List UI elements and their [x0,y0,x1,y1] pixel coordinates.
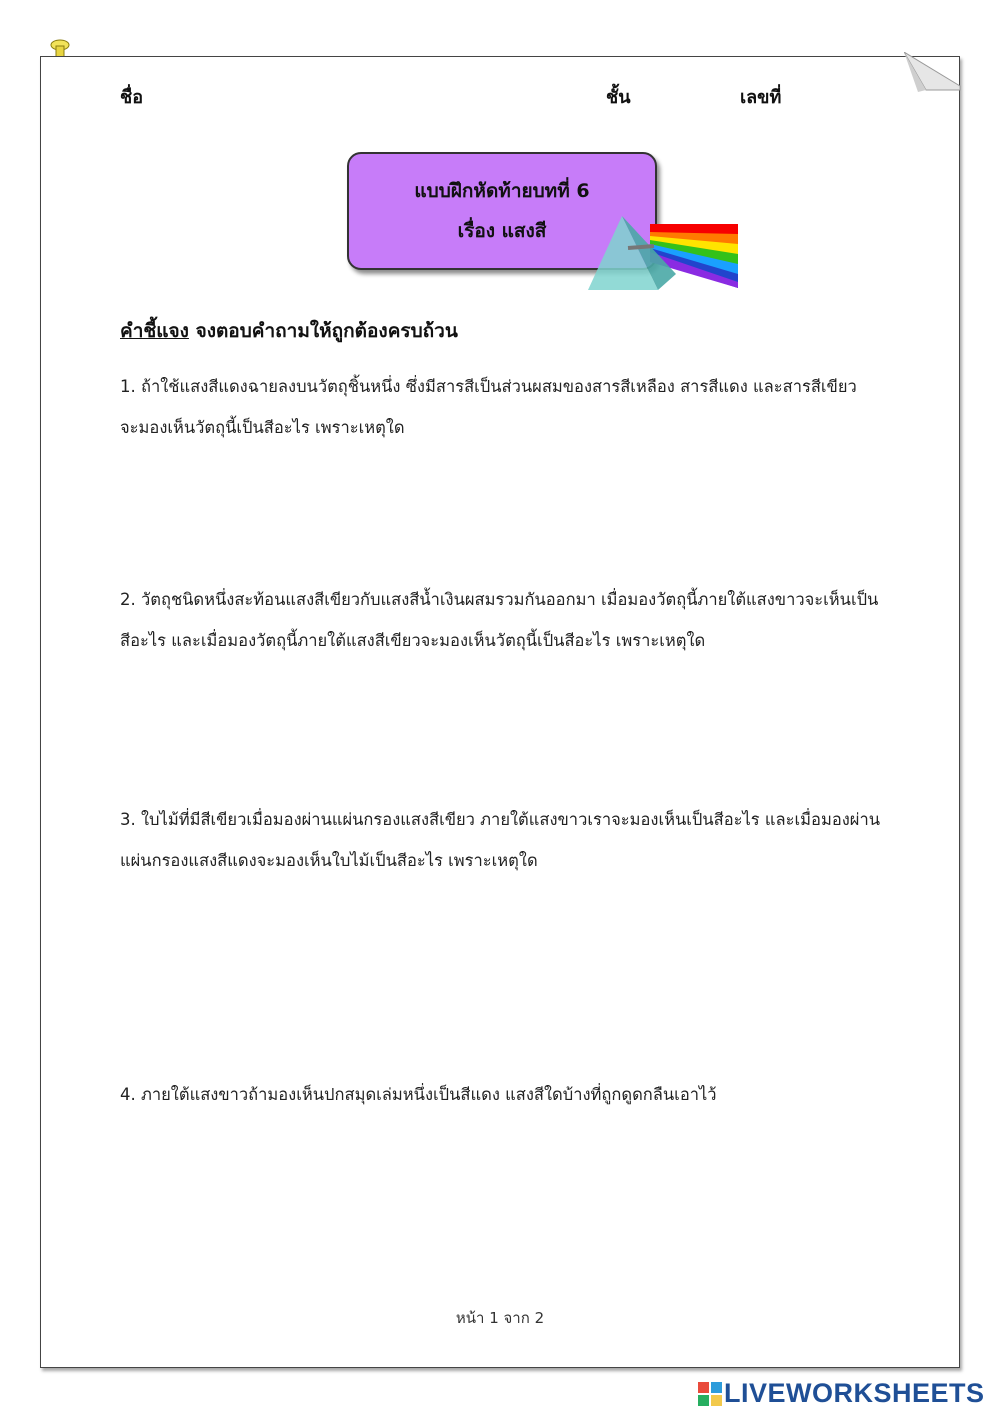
prism-rainbow-icon [588,214,740,292]
brand-name: LIVEWORKSHEETS [724,1378,985,1408]
page-number: หน้า 1 จาก 2 [455,1309,545,1327]
liveworksheets-brand [698,1378,985,1409]
question-3-line-2: แผ่นกรองแสงสีแดงจะมองเห็นใบไม้เป็นสีอะไร เพราะเหตุใด [120,851,538,870]
question-4 [120,1074,890,1115]
instructions-text: จงตอบคำถามให้ถูกต้องครบถ้วน [195,320,458,342]
liveworksheets-logo-icon [698,1382,722,1406]
question-2-line-1: 2. วัตถุชนิดหนึ่งสะท้อนแสงสีเขียวกับแสงสีน้ำเงินผสมรวมกันออกมา เมื่อมองวัตถุนี้ภายใต้แสงขาวจะเห็นเป็น [120,590,879,609]
worksheet-title: แบบฝึกหัดท้ายบทที่ 6 [414,180,590,202]
question-3-line-1: 3. ใบไม้ที่มีสีเขียวเมื่อมองผ่านแผ่นกรองแสงสีเขียว ภายใต้แสงขาวเราจะมองเห็นเป็นสีอะไร และเมื่อมองผ่าน [120,810,880,829]
question-2 [120,579,890,661]
instructions-label: คำชี้แจง [120,320,189,342]
class-label: ชั้น [606,87,631,108]
student-name-label: ชื่อ [120,87,144,108]
question-4-line-1: 4. ภายใต้แสงขาวถ้ามองเห็นปกสมุดเล่มหนึ่งเป็นสีแดง แสงสีใดบ้างที่ถูกดูดกลืนเอาไว้ [120,1085,717,1104]
question-1-line-1: 1. ถ้าใช้แสงสีแดงฉายลงบนวัตถุชิ้นหนึ่ง ซึ่งมีสารสีเป็นส่วนผสมของสารสีเหลือง สารสีแดง และสารสีเขียว [120,377,857,396]
worksheet-subtitle: เรื่อง แสงสี [457,220,547,242]
question-1-line-2: จะมองเห็นวัตถุนี้เป็นสีอะไร เพราะเหตุใด [120,418,405,437]
page-curl-icon [904,52,964,96]
student-number-label: เลขที่ [740,87,782,108]
question-3 [120,799,890,881]
question-2-line-2: สีอะไร และเมื่อมองวัตถุนี้ภายใต้แสงสีเขียวจะมองเห็นวัตถุนี้เป็นสีอะไร เพราะเหตุใด [120,631,706,650]
instructions [120,316,458,346]
question-1 [120,366,890,448]
